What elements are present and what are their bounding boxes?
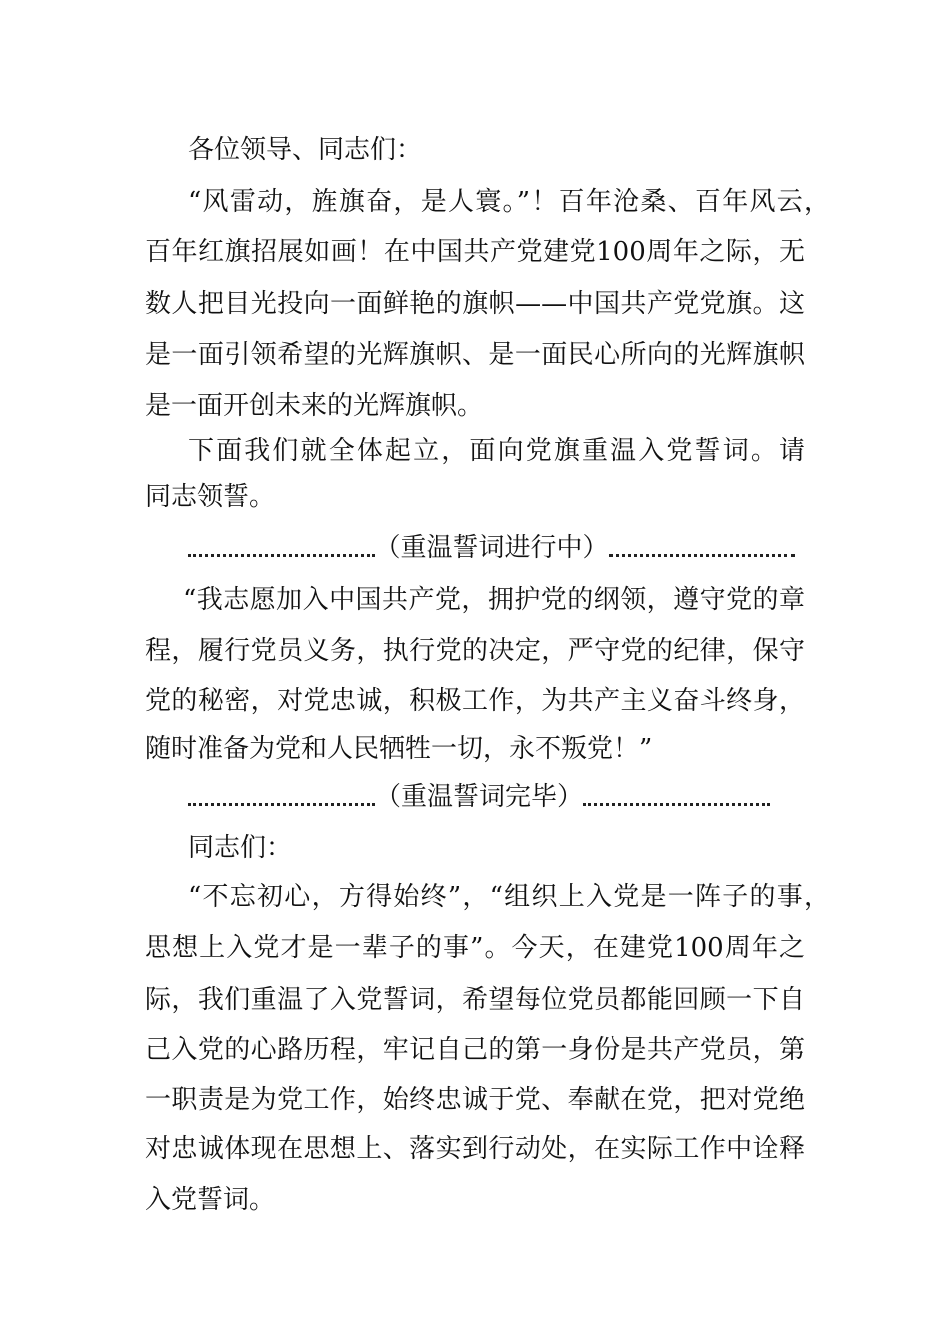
dotted-leader: [188, 803, 375, 806]
dotted-leader: [583, 803, 770, 806]
paragraph-line: 对忠诚体现在思想上、落实到行动处，在实际工作中诠释: [145, 1134, 805, 1164]
oath-complete-label: （重温誓词完毕）: [375, 782, 584, 812]
paragraph-line: 下面我们就全体起立，面向党旗重温入党誓词。请: [188, 436, 805, 466]
paragraph-line: “风雷动，旌旗奋，是人寰。”！百年沧桑、百年风云，: [188, 187, 830, 217]
greeting: 各位领导、同志们：: [188, 135, 423, 165]
paragraph-line: 数人把目光投向一面鲜艳的旗帜——中国共产党党旗。这: [145, 289, 805, 319]
paragraph-line: 思想上入党才是一辈子的事”。今天，在建党100周年之: [145, 933, 805, 963]
paragraph-line: 入党誓词。: [145, 1185, 276, 1215]
paragraph-line: “不忘初心，方得始终”，“组织上入党是一阵子的事，: [188, 882, 830, 912]
paragraph-line: 际，我们重温了入党誓词，希望每位党员都能回顾一下自: [145, 985, 805, 1015]
paragraph-line: 一职责是为党工作，始终忠诚于党、奉献在党，把对党绝: [145, 1085, 805, 1115]
greeting: 同志们：: [188, 833, 293, 863]
paragraph-line: 己入党的心路历程，牢记自己的第一身份是共产党员，第: [145, 1035, 805, 1065]
oath-line: “我志愿加入中国共产党，拥护党的纲领，遵守党的章: [183, 585, 805, 615]
oath-in-progress-divider: [188, 531, 795, 565]
oath-line: 程，履行党员义务，执行党的决定，严守党的纪律，保守: [145, 636, 805, 666]
paragraph-line: 百年红旗招展如画！在中国共产党建党100周年之际，无: [145, 237, 805, 267]
oath-line: 党的秘密，对党忠诚，积极工作，为共产主义奋斗终身，: [145, 686, 805, 716]
paragraph-line: 是一面开创未来的光辉旗帜。: [145, 391, 484, 421]
oath-in-progress-label: （重温誓词进行中）: [374, 533, 609, 563]
oath-line: 随时准备为党和人民牺牲一切，永不叛党！”: [145, 734, 653, 764]
dotted-leader: [609, 554, 796, 557]
paragraph-line: 是一面引领希望的光辉旗帜、是一面民心所向的光辉旗帜: [145, 340, 805, 370]
oath-complete-divider: [188, 780, 770, 814]
dotted-leader: [188, 554, 375, 557]
paragraph-line: 同志领誓。: [145, 482, 276, 512]
